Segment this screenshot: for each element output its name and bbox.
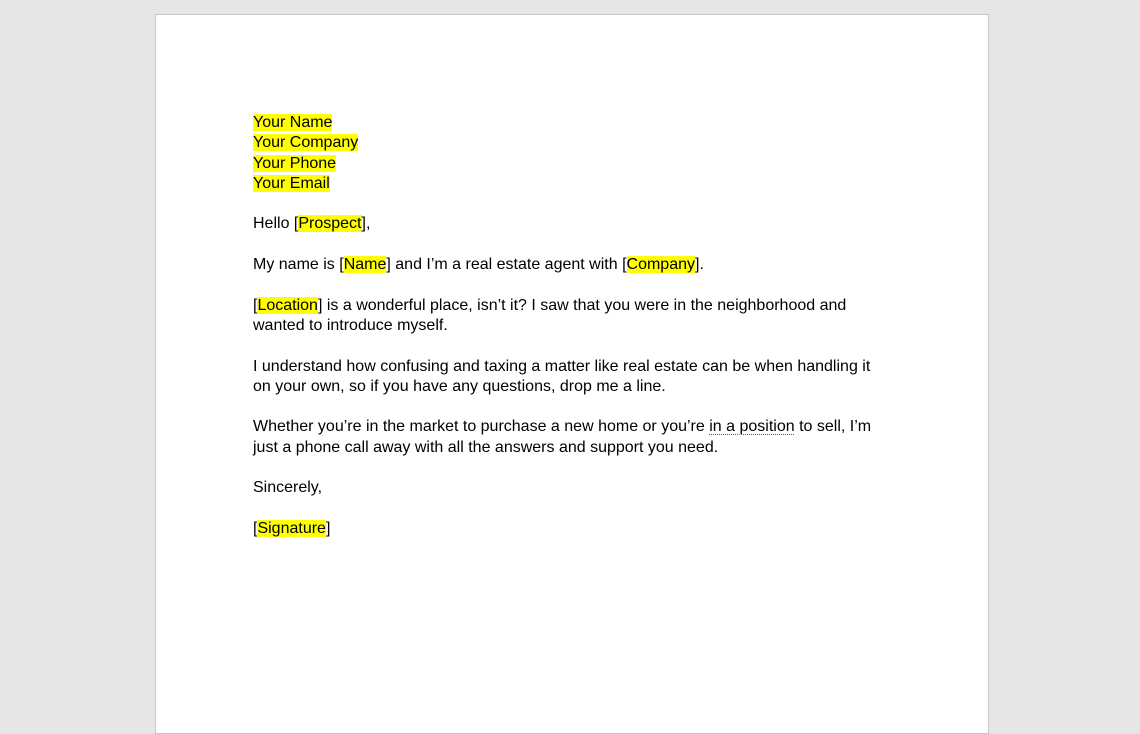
closing-line: Sincerely, [253,479,323,497]
understand-line-1: I understand how confusing and taxing a matter like real estate can be when handling it [253,357,871,375]
greeting-line [253,214,893,234]
signature-placeholder: Signature [257,519,326,537]
market-text-end: to sell, I’m [794,418,872,436]
understand-paragraph [253,357,893,398]
location-open-bracket: [ [253,296,258,314]
location-line-1 [253,296,893,316]
grammar-flagged-phrase[interactable]: in a position [709,418,795,436]
location-line-2: wanted to introduce myself. [253,316,448,334]
prospect-placeholder: Prospect [298,215,362,233]
sender-name-placeholder: Your Name [253,114,333,131]
sender-phone-placeholder: Your Phone [253,154,337,172]
sender-company-placeholder: Your Company [253,134,359,152]
market-paragraph [253,417,893,458]
location-paragraph [253,296,893,337]
signature-close-bracket: ] [325,519,331,537]
market-line-2: just a phone call away with all the answers and support you need. [253,438,719,456]
sender-address-block [253,113,893,194]
sender-email-line [253,174,893,194]
intro-text-3: ]. [695,256,704,274]
intro-line [253,255,893,275]
greeting-paragraph [253,214,893,234]
company-placeholder: Company [626,256,695,274]
sender-phone-line [253,154,893,174]
sender-email-placeholder: Your Email [253,174,330,192]
market-text-start: Whether you’re in the market to purchase a new home or you’re [253,418,710,436]
location-placeholder: Location [257,296,318,314]
sender-company-line [253,133,893,153]
greeting-suffix: ], [361,215,371,233]
intro-text-1: My name is [ [253,256,344,274]
understand-line-2: on your own, so if you have any questions, drop me a line. [253,377,666,395]
signature-line [253,519,893,539]
signature-open-bracket: [ [253,519,258,537]
letter-body[interactable] [253,113,893,560]
closing-paragraph [253,478,893,498]
name-placeholder: Name [343,256,387,274]
sender-name-line [253,113,893,133]
intro-paragraph [253,255,893,275]
signature-paragraph [253,519,893,539]
document-page[interactable] [155,14,989,734]
intro-text-2: ] and I’m a real estate agent with [ [386,256,627,274]
market-line-1 [253,417,893,437]
greeting-prefix: Hello [ [253,215,299,233]
location-text-1: ] is a wonderful place, isn’t it? I saw that you were in the neighborhood and [317,296,847,314]
